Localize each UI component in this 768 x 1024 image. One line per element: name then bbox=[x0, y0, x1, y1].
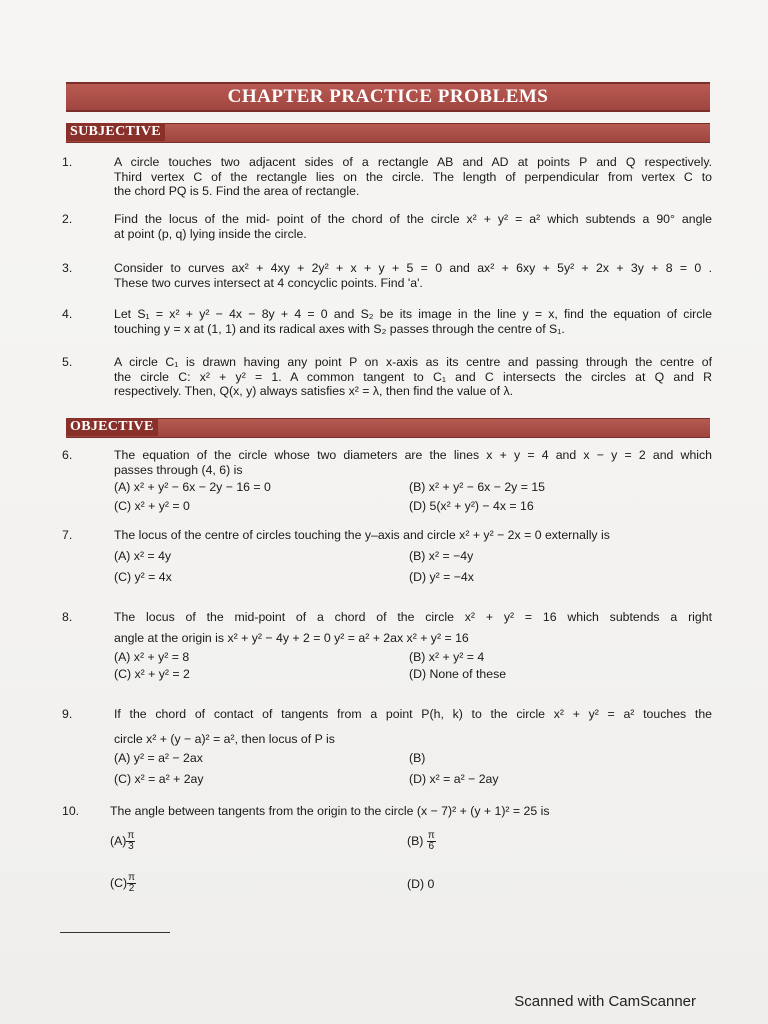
option-c bbox=[110, 873, 136, 894]
options-block bbox=[114, 549, 712, 589]
fraction-numerator: π bbox=[427, 829, 435, 841]
footer-rule bbox=[60, 932, 170, 933]
fraction-denominator: 2 bbox=[128, 882, 135, 894]
question-number: 2. bbox=[62, 212, 73, 226]
fraction bbox=[127, 873, 136, 894]
question-text-line: A circle touches two adjacent sides of a rectangle AB and AD at points P and Q respectively. bbox=[114, 155, 712, 169]
option-a: (A) y² = a² − 2ax bbox=[114, 751, 203, 765]
question-number: 10. bbox=[62, 804, 80, 818]
question-number: 6. bbox=[62, 448, 73, 462]
option-d: (D) y² = −4x bbox=[409, 569, 474, 584]
question-text-line: touching y = x at (1, 1) and its radical axes with S₂ passes through the centre of S₁. bbox=[114, 321, 565, 336]
option-label: (A) bbox=[110, 833, 127, 848]
option-b: (B) x² + y² − 6x − 2y = 15 bbox=[409, 480, 546, 494]
option-a: (A) x² + y² = 8 bbox=[114, 650, 190, 664]
option-d: (D) 0 bbox=[407, 876, 435, 891]
option-b: (B) bbox=[409, 751, 426, 765]
question-text-line: If the chord of contact of tangents from a point P(h, k) to the circle x² + y² = a² touches the bbox=[114, 707, 712, 721]
fraction-denominator: 3 bbox=[128, 840, 134, 852]
question-text-line: at point (p, q) lying inside the circle. bbox=[114, 226, 307, 241]
fraction-denominator: 6 bbox=[428, 840, 435, 852]
question-number: 1. bbox=[62, 155, 73, 169]
option-label: (B) bbox=[407, 833, 424, 848]
option-d: (D) None of these bbox=[409, 667, 507, 681]
question-number: 9. bbox=[62, 707, 73, 721]
option-d: (D) 5(x² + y²) − 4x = 16 bbox=[409, 499, 534, 513]
question-text-line: Find the locus of the mid- point of the chord of the circle x² + y² = a² which subtends a 90° angle bbox=[114, 212, 712, 226]
fraction bbox=[126, 831, 135, 852]
scanner-watermark: Scanned with CamScanner bbox=[514, 993, 696, 1010]
option-c: (C) x² + y² = 0 bbox=[114, 499, 190, 513]
question-text-line: the chord PQ is 5. Find the area of rectangle. bbox=[114, 184, 360, 198]
objective-heading: OBJECTIVE bbox=[66, 418, 158, 436]
question-text-line: The equation of the circle whose two diameters are the lines x + y = 4 and x − y = 2 and which bbox=[114, 448, 712, 462]
question-number: 7. bbox=[62, 528, 73, 542]
option-b: (B) x² = −4y bbox=[409, 548, 474, 563]
question-text-line: A circle C₁ is drawn having any point P on x-axis as its centre and passing through the centre of bbox=[114, 355, 712, 369]
question-text-line: passes through (4, 6) is bbox=[114, 462, 243, 477]
question-text-line: respectively. Then, Q(x, y) always satisfies x² = λ, then find the value of λ. bbox=[114, 384, 514, 398]
subjective-section-bar bbox=[66, 123, 710, 143]
option-c: (C) x² + y² = 2 bbox=[114, 667, 190, 681]
option-label: (C) bbox=[110, 875, 128, 890]
option-a: (A) x² = 4y bbox=[114, 548, 172, 563]
option-d: (D) x² = a² − 2ay bbox=[409, 772, 499, 786]
question-text-line: angle at the origin is x² + y² − 4y + 2 = 0 y² = a² + 2ax x² + y² = 16 bbox=[114, 630, 469, 645]
option-c: (C) y² = 4x bbox=[114, 569, 172, 584]
option-a bbox=[110, 831, 135, 852]
question-text-line: Third vertex C of the rectangle lies on the circle. The length of perpendicular from vertex C to bbox=[114, 169, 712, 184]
question-number: 8. bbox=[62, 610, 73, 624]
question-text-line: the circle C: x² + y² = 1. A common tangent to C₁ and C intersects the circles at Q and R bbox=[114, 369, 712, 384]
question-number: 5. bbox=[62, 355, 73, 369]
objective-section-bar bbox=[66, 418, 710, 438]
options-block bbox=[114, 480, 712, 518]
question-text-line: The locus of the centre of circles touching the y–axis and circle x² + y² − 2x = 0 externally is bbox=[114, 528, 610, 542]
question-text-line: Let S₁ = x² + y² − 4x − 8y + 4 = 0 and S₂ be its image in the line y = x, find the equation of circle bbox=[114, 307, 712, 321]
question-text-line: circle x² + (y − a)² = a², then locus of P is bbox=[114, 731, 335, 746]
page-title: CHAPTER PRACTICE PROBLEMS bbox=[227, 86, 549, 107]
option-b bbox=[407, 831, 436, 852]
fraction bbox=[427, 831, 436, 852]
fraction-numerator: π bbox=[127, 829, 135, 841]
subjective-heading: SUBJECTIVE bbox=[66, 123, 165, 141]
fraction-numerator: π bbox=[128, 871, 135, 883]
option-a: (A) x² + y² − 6x − 2y − 16 = 0 bbox=[114, 480, 271, 494]
question-text-line: The locus of the mid-point of a chord of the circle x² + y² = 16 which subtends a right bbox=[114, 610, 712, 624]
question-text-line: These two curves intersect at 4 concyclic points. Find 'a'. bbox=[114, 275, 423, 290]
options-block bbox=[110, 831, 708, 895]
question-text-line: The angle between tangents from the origin to the circle (x − 7)² + (y + 1)² = 25 is bbox=[110, 804, 550, 818]
options-block bbox=[114, 650, 712, 686]
option-b: (B) x² + y² = 4 bbox=[409, 650, 485, 664]
option-c: (C) x² = a² + 2ay bbox=[114, 772, 204, 786]
title-banner bbox=[66, 82, 710, 112]
question-number: 3. bbox=[62, 261, 73, 275]
question-text-line: Consider to curves ax² + 4xy + 2y² + x + y + 5 = 0 and ax² + 6xy + 5y² + 2x + 3y + 8 = 0 . bbox=[114, 261, 712, 275]
options-block bbox=[114, 751, 712, 791]
question-number: 4. bbox=[62, 307, 73, 321]
